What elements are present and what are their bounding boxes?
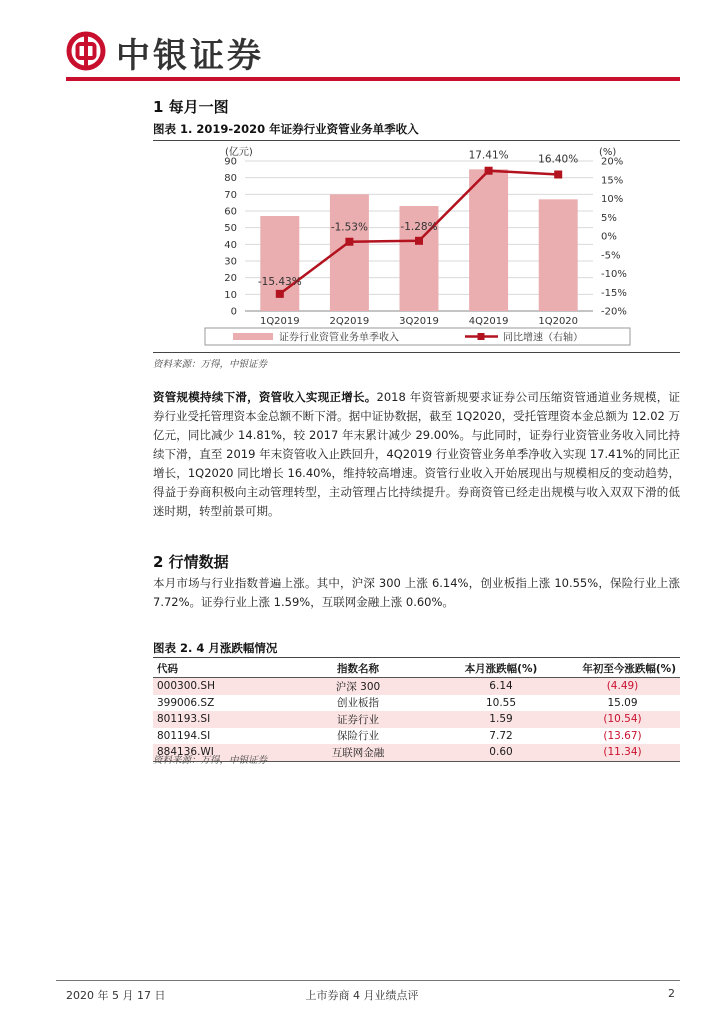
figure-1-caption: 图表 1. 2019-2020 年证券行业资管业务单季收入 xyxy=(153,122,419,136)
cell-code: 801193.SI xyxy=(153,711,279,728)
cell-code: 884136.WI xyxy=(153,744,279,761)
table-row xyxy=(153,728,680,745)
table-row xyxy=(153,678,680,695)
legend-bar-swatch xyxy=(233,333,273,340)
legend-bar-label: 证券行业资管业务单季收入 xyxy=(279,332,399,344)
revenue-chart xyxy=(153,140,680,350)
paragraph-market-data: 本月市场与行业指数普遍上涨。其中，沪深 300 上涨 6.14%，创业板指上涨 10.55%，保险行业上涨 7.72%。证券行业上涨 1.59%，互联网金融上涨 0.60%。 xyxy=(153,576,680,609)
growth-point xyxy=(554,171,562,179)
cell-month: 0.60 xyxy=(437,744,565,761)
growth-data-label: 17.41% xyxy=(468,149,509,162)
section-title-2: 2 行情数据 xyxy=(153,553,229,571)
paragraph-body: 2018 年资管新规要求证券公司压缩资管通道业务规模，证券行业受托管理资本金总额不断下滑。据中证协数据，截至 1Q2020，受托管理资本金总额为 12.02 万亿元，同比减少 14.81%，较 2017 年末累计减少 29.00%。与此同时，证券行业资管业务收入同比持续下滑，直至 2019 年末资管收入止跌回升，4Q2019 行业资管业务单季净收入实现 17.41%的同比正增长，1Q2020 同比增长 16.40%，维持较高增速。资管行业收入开始展现出与规模相反的变动趋势，得益于券商积极向主动管理转型，主动管理占比持续提升。券商资管已经走出规模与收入双双下滑的低迷时期，转型前景可期。 xyxy=(153,390,681,518)
header-rule xyxy=(66,77,680,81)
cell-code: 000300.SH xyxy=(153,678,279,695)
paragraph-asset-management xyxy=(153,388,680,521)
cell-month: 1.59 xyxy=(437,711,565,728)
category-label: 2Q2019 xyxy=(329,316,370,327)
right-tick-label: 5% xyxy=(601,212,617,224)
growth-data-label: -15.43% xyxy=(257,275,302,288)
right-tick-label: 20% xyxy=(601,156,624,168)
right-tick-label: 0% xyxy=(601,231,617,243)
section-title-1: 1 每月一图 xyxy=(153,98,229,116)
col-ytd: 年初至今涨跌幅(%) xyxy=(565,660,680,678)
brand-name: 中银证券 xyxy=(116,36,264,76)
paragraph-lead: 资管规模持续下滑，资管收入实现正增长。 xyxy=(153,390,377,404)
right-axis-unit: (%) xyxy=(599,147,617,158)
right-tick-label: 10% xyxy=(601,194,624,205)
cell-ytd: (11.34) xyxy=(565,744,680,761)
figure-2-source: 资料来源：万得，中银证券 xyxy=(153,755,268,766)
table-header-row xyxy=(153,660,680,678)
revenue-bar xyxy=(539,199,578,311)
growth-data-label: -1.53% xyxy=(330,221,368,234)
cell-name: 沪深 300 xyxy=(279,678,437,695)
cell-name: 保险行业 xyxy=(337,730,379,743)
figure-2-caption: 图表 2. 4 月涨跌幅情况 xyxy=(153,641,278,655)
left-tick-label: 80 xyxy=(224,173,237,185)
col-code: 代码 xyxy=(153,660,279,678)
col-name: 指数名称 xyxy=(279,660,437,678)
cell-month: 6.14 xyxy=(437,678,565,695)
table-row xyxy=(153,695,680,712)
category-label: 4Q2019 xyxy=(468,316,509,327)
figure-1-source: 资料来源：万得，中银证券 xyxy=(153,359,268,370)
figure-2-rule xyxy=(153,657,680,658)
figure-1-bottom-rule xyxy=(153,352,680,353)
col-month: 本月涨跌幅(%) xyxy=(437,660,565,678)
cell-name: 创业板指 xyxy=(337,697,379,710)
left-tick-label: 30 xyxy=(224,256,237,268)
growth-data-label: -1.28% xyxy=(400,220,438,233)
footer-date: 2020 年 5 月 17 日 xyxy=(66,989,166,1002)
revenue-bar xyxy=(469,169,508,311)
category-label: 3Q2019 xyxy=(399,316,439,327)
left-tick-label: 20 xyxy=(224,273,237,285)
cell-ytd: (10.54) xyxy=(565,711,680,728)
right-tick-label: -5% xyxy=(601,250,621,262)
cell-ytd: (4.49) xyxy=(565,678,680,695)
index-performance-table xyxy=(153,660,680,762)
bank-of-china-logo xyxy=(66,31,106,71)
growth-data-label: 16.40% xyxy=(538,153,579,166)
cell-code: 399006.SZ xyxy=(157,696,215,709)
category-label: 1Q2020 xyxy=(538,316,579,327)
left-tick-label: 60 xyxy=(224,206,237,218)
left-tick-label: 40 xyxy=(224,239,237,251)
cell-code: 801194.SI xyxy=(157,729,211,742)
cell-name: 证券行业 xyxy=(279,711,437,728)
growth-point xyxy=(276,290,284,298)
footer-page-number: 2 xyxy=(668,987,675,1000)
growth-point xyxy=(415,237,423,245)
cell-ytd: (13.67) xyxy=(603,729,642,742)
left-tick-label: 50 xyxy=(224,223,237,235)
cell-month: 7.72 xyxy=(489,729,513,742)
left-tick-label: 90 xyxy=(224,156,237,168)
footer-title: 上市券商 4 月业绩点评 xyxy=(305,989,419,1002)
growth-point xyxy=(485,167,493,175)
footer-rule xyxy=(56,980,680,981)
legend-line-label: 同比增速（右轴） xyxy=(503,332,583,344)
cell-month: 10.55 xyxy=(485,696,517,709)
cell-ytd: 15.09 xyxy=(607,696,638,709)
right-tick-label: 15% xyxy=(601,175,624,187)
right-tick-label: -15% xyxy=(601,287,627,299)
left-tick-label: 10 xyxy=(224,289,237,301)
cell-name: 互联网金融 xyxy=(279,744,437,761)
left-tick-label: 70 xyxy=(224,189,237,201)
left-tick-label: 0 xyxy=(230,306,237,318)
table-row xyxy=(153,711,680,728)
growth-point xyxy=(345,238,353,246)
right-tick-label: -20% xyxy=(601,306,627,318)
right-tick-label: -10% xyxy=(601,269,627,280)
left-axis-unit: (亿元) xyxy=(225,147,253,158)
category-label: 1Q2019 xyxy=(259,316,300,327)
legend-line-marker xyxy=(478,333,485,340)
